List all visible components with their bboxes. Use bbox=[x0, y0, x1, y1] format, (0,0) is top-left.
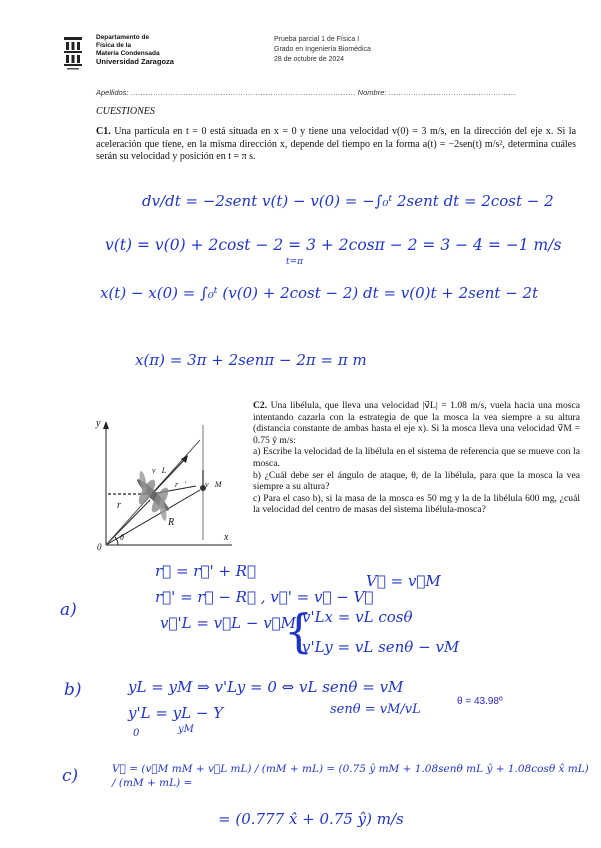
origin-label: 0 bbox=[97, 542, 102, 552]
c2-a-y: v'Ly = vL senθ − vM bbox=[302, 638, 460, 656]
department-line: Departamento de bbox=[96, 34, 150, 41]
c2-c-1: V⃗ = (v⃗M mM + v⃗L mL) / (mM + mL) = (0.75 ŷ mM + 1.08senθ mL ŷ + 1.08cosθ x̂ mL) / (mM + mL) = bbox=[112, 763, 589, 789]
c1-work-line-4: x(π) = 3π + 2senπ − 2π = π m bbox=[135, 351, 367, 369]
department-line: Física de la bbox=[96, 42, 132, 49]
y-axis-arrowhead bbox=[103, 421, 109, 429]
exam-date: 28 de octubre de 2024 bbox=[274, 56, 345, 63]
c2-a-x: v'Lx = vL cosθ bbox=[302, 608, 413, 626]
question-text: Una partícula en t = 0 está situada en x = 0 y tiene una velocidad v(0) = 3 m/s, en la dirección del eje x. Si la aceleración que tiene, en la misma dirección x, depende del tiempo en la forma a(t) = −2sen(t) m/s², determina cuáles serán su velocidad y posición en t = π s. bbox=[96, 126, 577, 162]
c2-b-4: yM bbox=[178, 724, 194, 735]
c2-b-label: b) bbox=[64, 680, 82, 700]
vL-label: v⃗L bbox=[152, 466, 167, 475]
R-label: R⃗ bbox=[168, 517, 182, 528]
theta-result: θ = 43.98º bbox=[457, 696, 503, 707]
c2-c-2: = (0.777 x̂ + 0.75 ŷ) m/s bbox=[218, 810, 404, 828]
c2-b-2: y'L = yL − Y bbox=[128, 704, 224, 722]
y-axis-label: y bbox=[96, 418, 101, 429]
c2-def-1: r⃗ = r⃗' + R⃗ bbox=[155, 562, 256, 580]
question-item: a) Escribe la velocidad de la libélula en el sistema de referencia que se mueve con la mosca. bbox=[253, 446, 580, 469]
question-item: c) Para el caso b), si la masa de la mosca es 50 mg y la de la libélula 600 mg, ¿cuál la velocidad del centro de masas del sistema libélula-mosca? bbox=[253, 492, 580, 516]
c2-a-label: a) bbox=[60, 600, 77, 620]
c2-b-3: senθ = vM/vL bbox=[330, 702, 421, 717]
section-title: CUESTIONES bbox=[96, 106, 155, 117]
question-c2 bbox=[253, 400, 580, 516]
c1-work-subscript: t=π bbox=[286, 257, 304, 267]
question-label: C1. bbox=[96, 126, 111, 137]
c2-b-1: yL = yM ⇒ v'Ly = 0 ⇔ vL senθ = vM bbox=[128, 678, 404, 696]
c2-def-2: V⃗ = v⃗M bbox=[366, 572, 441, 590]
question-text: Una libélula, que lleva una velocidad |v⃗L| = 1.08 m/s, vuela hacia una mosca intentando cazarla con la estrategia de que la mosca la vea siempre a su altura (distancia constante de ambas hasta el eje x). Si la mosca lleva una velocidad v⃗M = 0.75 ŷ m/s: bbox=[253, 400, 581, 446]
exam-degree: Grado en Ingeniería Biomédica bbox=[274, 46, 371, 53]
university-name: Universidad Zaragoza bbox=[96, 57, 174, 66]
c2-b-5: 0 bbox=[133, 728, 140, 739]
name-fields: Apellidos: ……………………………………………………………………………… Nombre: …………………………………………… bbox=[96, 88, 517, 97]
c2-c-label: c) bbox=[62, 766, 79, 786]
r-label: r⃗ bbox=[117, 500, 129, 511]
c1-work-line-1: dv/dt = −2sent v(t) − v(0) = −∫₀ᵗ 2sent dt = 2cost − 2 bbox=[142, 192, 554, 210]
vM-label: v⃗M bbox=[205, 480, 222, 489]
r-prime-label: r⃗' bbox=[175, 480, 187, 489]
c1-work-line-3: x(t) − x(0) = ∫₀ᵗ (v(0) + 2cost − 2) dt = v(0)t + 2sent − 2t bbox=[100, 284, 539, 302]
c1-work-line-2: v(t) = v(0) + 2cost − 2 = 3 + 2cosπ − 2 = 3 − 4 = −1 m/s bbox=[105, 236, 562, 254]
c2-def-3: r⃗' = r⃗ − R⃗ , v⃗' = v⃗ − V⃗ bbox=[155, 588, 374, 606]
theta-label: θ bbox=[120, 533, 124, 542]
exam-title: Prueba parcial 1 de Física I bbox=[274, 36, 360, 43]
question-label: C2. bbox=[253, 400, 268, 411]
c2-a-main: v⃗'L = v⃗L − v⃗M bbox=[160, 614, 297, 632]
question-item: b) ¿Cuál debe ser el ángulo de ataque, θ, de la libélula, para que la mosca la vea siempre a su altura? bbox=[253, 469, 580, 493]
c2-a-brace: { bbox=[284, 604, 314, 658]
x-axis-label: x bbox=[224, 532, 229, 543]
department-line: Materia Condensada bbox=[96, 50, 160, 57]
